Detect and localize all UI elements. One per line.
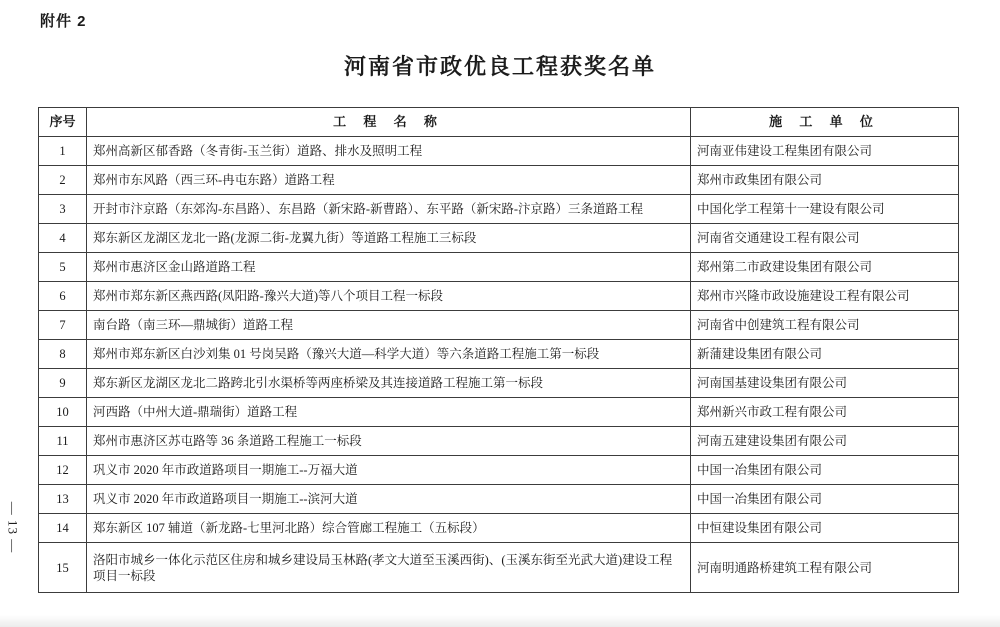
header-cell-no: 序号 [39,108,87,137]
project-name-cell: 洛阳市城乡一体化示范区住房和城乡建设局玉林路(孝文大道至玉溪西街)、(玉溪东街至光武大道)建设工程项目一标段 [87,543,691,593]
row-number-cell: 11 [39,427,87,456]
row-number-cell: 5 [39,253,87,282]
project-name-cell: 巩义市 2020 年市政道路项目一期施工--万福大道 [87,456,691,485]
header-cell-company: 施 工 单 位 [691,108,959,137]
company-cell: 河南明通路桥建筑工程有限公司 [691,543,959,593]
table-row [39,166,959,195]
row-number-cell: 15 [39,543,87,593]
company-cell: 郑州新兴市政工程有限公司 [691,398,959,427]
table-row [39,456,959,485]
project-name-cell: 开封市汴京路（东郊沟-东昌路）、东昌路（新宋路-新曹路）、东平路（新宋路-汴京路）三条道路工程 [87,195,691,224]
header-cell-project: 工 程 名 称 [87,108,691,137]
project-name-cell: 郑州市惠济区金山路道路工程 [87,253,691,282]
row-number-cell: 2 [39,166,87,195]
project-name-cell: 郑东新区龙湖区龙北二路跨北引水渠桥等两座桥梁及其连接道路工程施工第一标段 [87,369,691,398]
table-header-row [39,108,959,137]
company-cell: 新蒲建设集团有限公司 [691,340,959,369]
page-bottom-edge [0,615,1000,627]
company-cell: 郑州市兴隆市政设施建设工程有限公司 [691,282,959,311]
company-cell: 河南省交通建设工程有限公司 [691,224,959,253]
row-number-cell: 13 [39,485,87,514]
table-row [39,485,959,514]
row-number-cell: 8 [39,340,87,369]
page-number: — 13 — [5,501,21,554]
row-number-cell: 6 [39,282,87,311]
awards-table [38,107,959,593]
company-cell: 河南省中创建筑工程有限公司 [691,311,959,340]
table-row [39,311,959,340]
project-name-cell: 河西路（中州大道-鼎瑞街）道路工程 [87,398,691,427]
row-number-cell: 14 [39,514,87,543]
company-cell: 河南亚伟建设工程集团有限公司 [691,137,959,166]
page-title: 河南省市政优良工程获奖名单 [343,54,656,79]
row-number-cell: 7 [39,311,87,340]
row-number-cell: 10 [39,398,87,427]
row-number-cell: 12 [39,456,87,485]
table-row [39,543,959,593]
table-body [39,137,959,593]
table-row [39,224,959,253]
row-number-cell: 9 [39,369,87,398]
project-name-cell: 郑东新区龙湖区龙北一路(龙源二街-龙翼九街）等道路工程施工三标段 [87,224,691,253]
project-name-cell: 郑州市东风路（西三环-冉屯东路）道路工程 [87,166,691,195]
table-row [39,398,959,427]
table-row [39,137,959,166]
table-row [39,282,959,311]
project-name-cell: 郑东新区 107 辅道（新龙路-七里河北路）综合管廊工程施工（五标段） [87,514,691,543]
project-name-cell: 巩义市 2020 年市政道路项目一期施工--滨河大道 [87,485,691,514]
project-name-cell: 郑州市郑东新区白沙刘集 01 号岗吴路（豫兴大道—科学大道）等六条道路工程施工第一标段 [87,340,691,369]
project-name-cell: 郑州高新区郁香路（冬青街-玉兰街）道路、排水及照明工程 [87,137,691,166]
attachment-label: 附件 2 [40,13,87,30]
table-row [39,427,959,456]
table-row [39,340,959,369]
row-number-cell: 3 [39,195,87,224]
table-row [39,253,959,282]
table-row [39,195,959,224]
project-name-cell: 郑州市惠济区苏屯路等 36 条道路工程施工一标段 [87,427,691,456]
row-number-cell: 4 [39,224,87,253]
row-number-cell: 1 [39,137,87,166]
company-cell: 河南五建建设集团有限公司 [691,427,959,456]
company-cell: 郑州市政集团有限公司 [691,166,959,195]
project-name-cell: 郑州市郑东新区燕西路(凤阳路-豫兴大道)等八个项目工程一标段 [87,282,691,311]
table-row [39,514,959,543]
company-cell: 中恒建设集团有限公司 [691,514,959,543]
company-cell: 中国一冶集团有限公司 [691,485,959,514]
company-cell: 中国化学工程第十一建设有限公司 [691,195,959,224]
table-row [39,369,959,398]
project-name-cell: 南台路（南三环—鼎城街）道路工程 [87,311,691,340]
company-cell: 河南国基建设集团有限公司 [691,369,959,398]
company-cell: 郑州第二市政建设集团有限公司 [691,253,959,282]
company-cell: 中国一冶集团有限公司 [691,456,959,485]
